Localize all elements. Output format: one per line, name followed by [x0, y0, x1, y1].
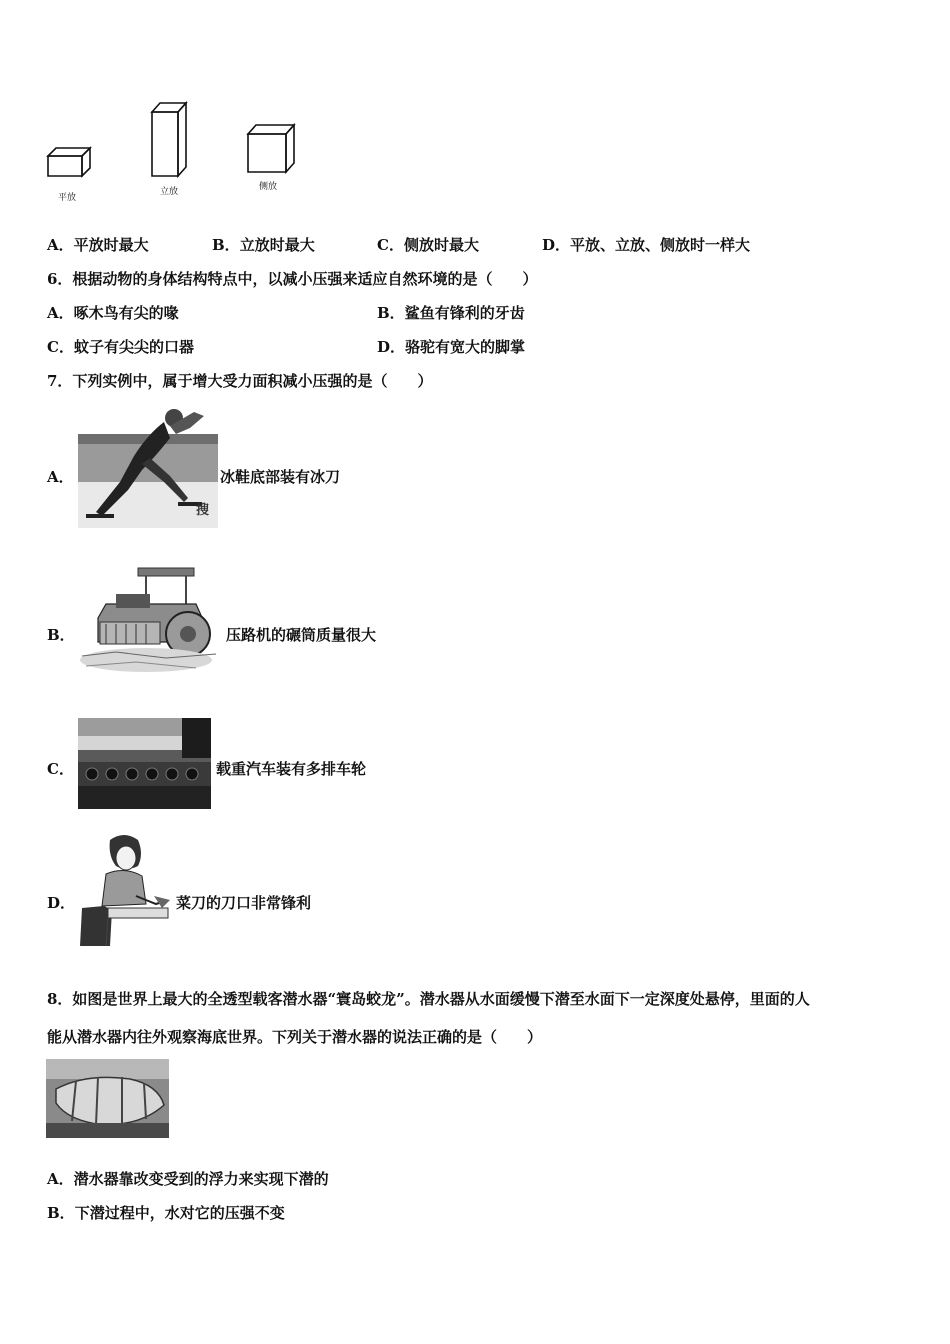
q5-option-d [542, 235, 750, 255]
option-letter: A． [47, 304, 74, 322]
option-text: 立放时最大 [239, 236, 315, 254]
option-text: 下潜过程中，水对它的压强不变 [74, 1204, 285, 1222]
option-text: 潜水器靠改变受到的浮力来实现下潜的 [73, 1170, 329, 1188]
option-text: 侧放时最大 [403, 236, 479, 254]
q7-option-c-text: 载重汽车装有多排车轮 [216, 760, 367, 778]
option-letter: B． [377, 304, 405, 322]
watermark-text: 搜 [196, 503, 210, 518]
q8-stem-line1: 8．如图是世界上最大的全透型载客潜水器“寰岛蛟龙”。潜水器从水面缓慢下潜至水面下一定深度处悬停，里面的人 [47, 990, 810, 1008]
q6-option-a [47, 303, 179, 323]
option-text: 啄木鸟有尖的喙 [73, 304, 179, 322]
option-letter: D． [377, 338, 406, 356]
skater-photo [78, 404, 218, 528]
option-text: 平放、立放、侧放时一样大 [570, 236, 751, 254]
option-letter: C． [47, 338, 74, 356]
upright-box-caption: 立放 [160, 187, 179, 197]
option-text: 鲨鱼有锋利的牙齿 [404, 304, 525, 322]
road-roller-photo [76, 564, 224, 680]
side-box-caption: 侧放 [259, 182, 278, 192]
q8-stem-line2: 能从潜水器内往外观察海底世界。下列关于潜水器的说法正确的是（ ） [47, 1028, 543, 1046]
q6-option-c [47, 337, 194, 357]
flat-box-caption: 平放 [58, 193, 77, 203]
option-letter: A． [47, 236, 74, 254]
q7-stem: 7．下列实例中，属于增大受力面积减小压强的是（ ） [47, 372, 433, 390]
q5-option-b [212, 235, 315, 255]
option-letter: B． [212, 236, 240, 254]
q6-stem: 6．根据动物的身体结构特点中，以减小压强来适应自然环境的是（ ） [47, 270, 538, 288]
option-text: 骆驼有宽大的脚掌 [405, 338, 526, 356]
option-letter: D． [542, 236, 571, 254]
q7-option-b-text: 压路机的碾筒质量很大 [226, 626, 377, 644]
q8-option-b [47, 1203, 285, 1223]
upright-box-drawing [152, 103, 186, 176]
option-letter: C． [377, 236, 404, 254]
kitchen-knife-photo [76, 830, 174, 950]
option-text: 平放时最大 [73, 236, 149, 254]
q8-option-a [47, 1169, 329, 1189]
q7-option-d-letter: D． [47, 894, 76, 912]
side-box-drawing [248, 125, 294, 172]
flat-box-drawing [48, 148, 90, 176]
q7-option-a-letter: A． [47, 468, 74, 486]
q6-option-b [377, 303, 525, 323]
submersible-photo [46, 1059, 169, 1138]
q7-option-a-text: 冰鞋底部装有冰刀 [220, 468, 341, 486]
q7-option-d-text: 菜刀的刀口非常锋利 [176, 894, 312, 912]
q5-option-c [377, 235, 479, 255]
q6-option-d [377, 337, 525, 357]
heavy-truck-photo [78, 718, 211, 809]
q7-option-b-letter: B． [47, 626, 75, 644]
option-text: 蚊子有尖尖的口器 [73, 338, 194, 356]
option-letter: A． [47, 1170, 74, 1188]
q7-option-c-letter: C． [47, 760, 74, 778]
q5-option-a [47, 235, 149, 255]
option-letter: B． [47, 1204, 75, 1222]
